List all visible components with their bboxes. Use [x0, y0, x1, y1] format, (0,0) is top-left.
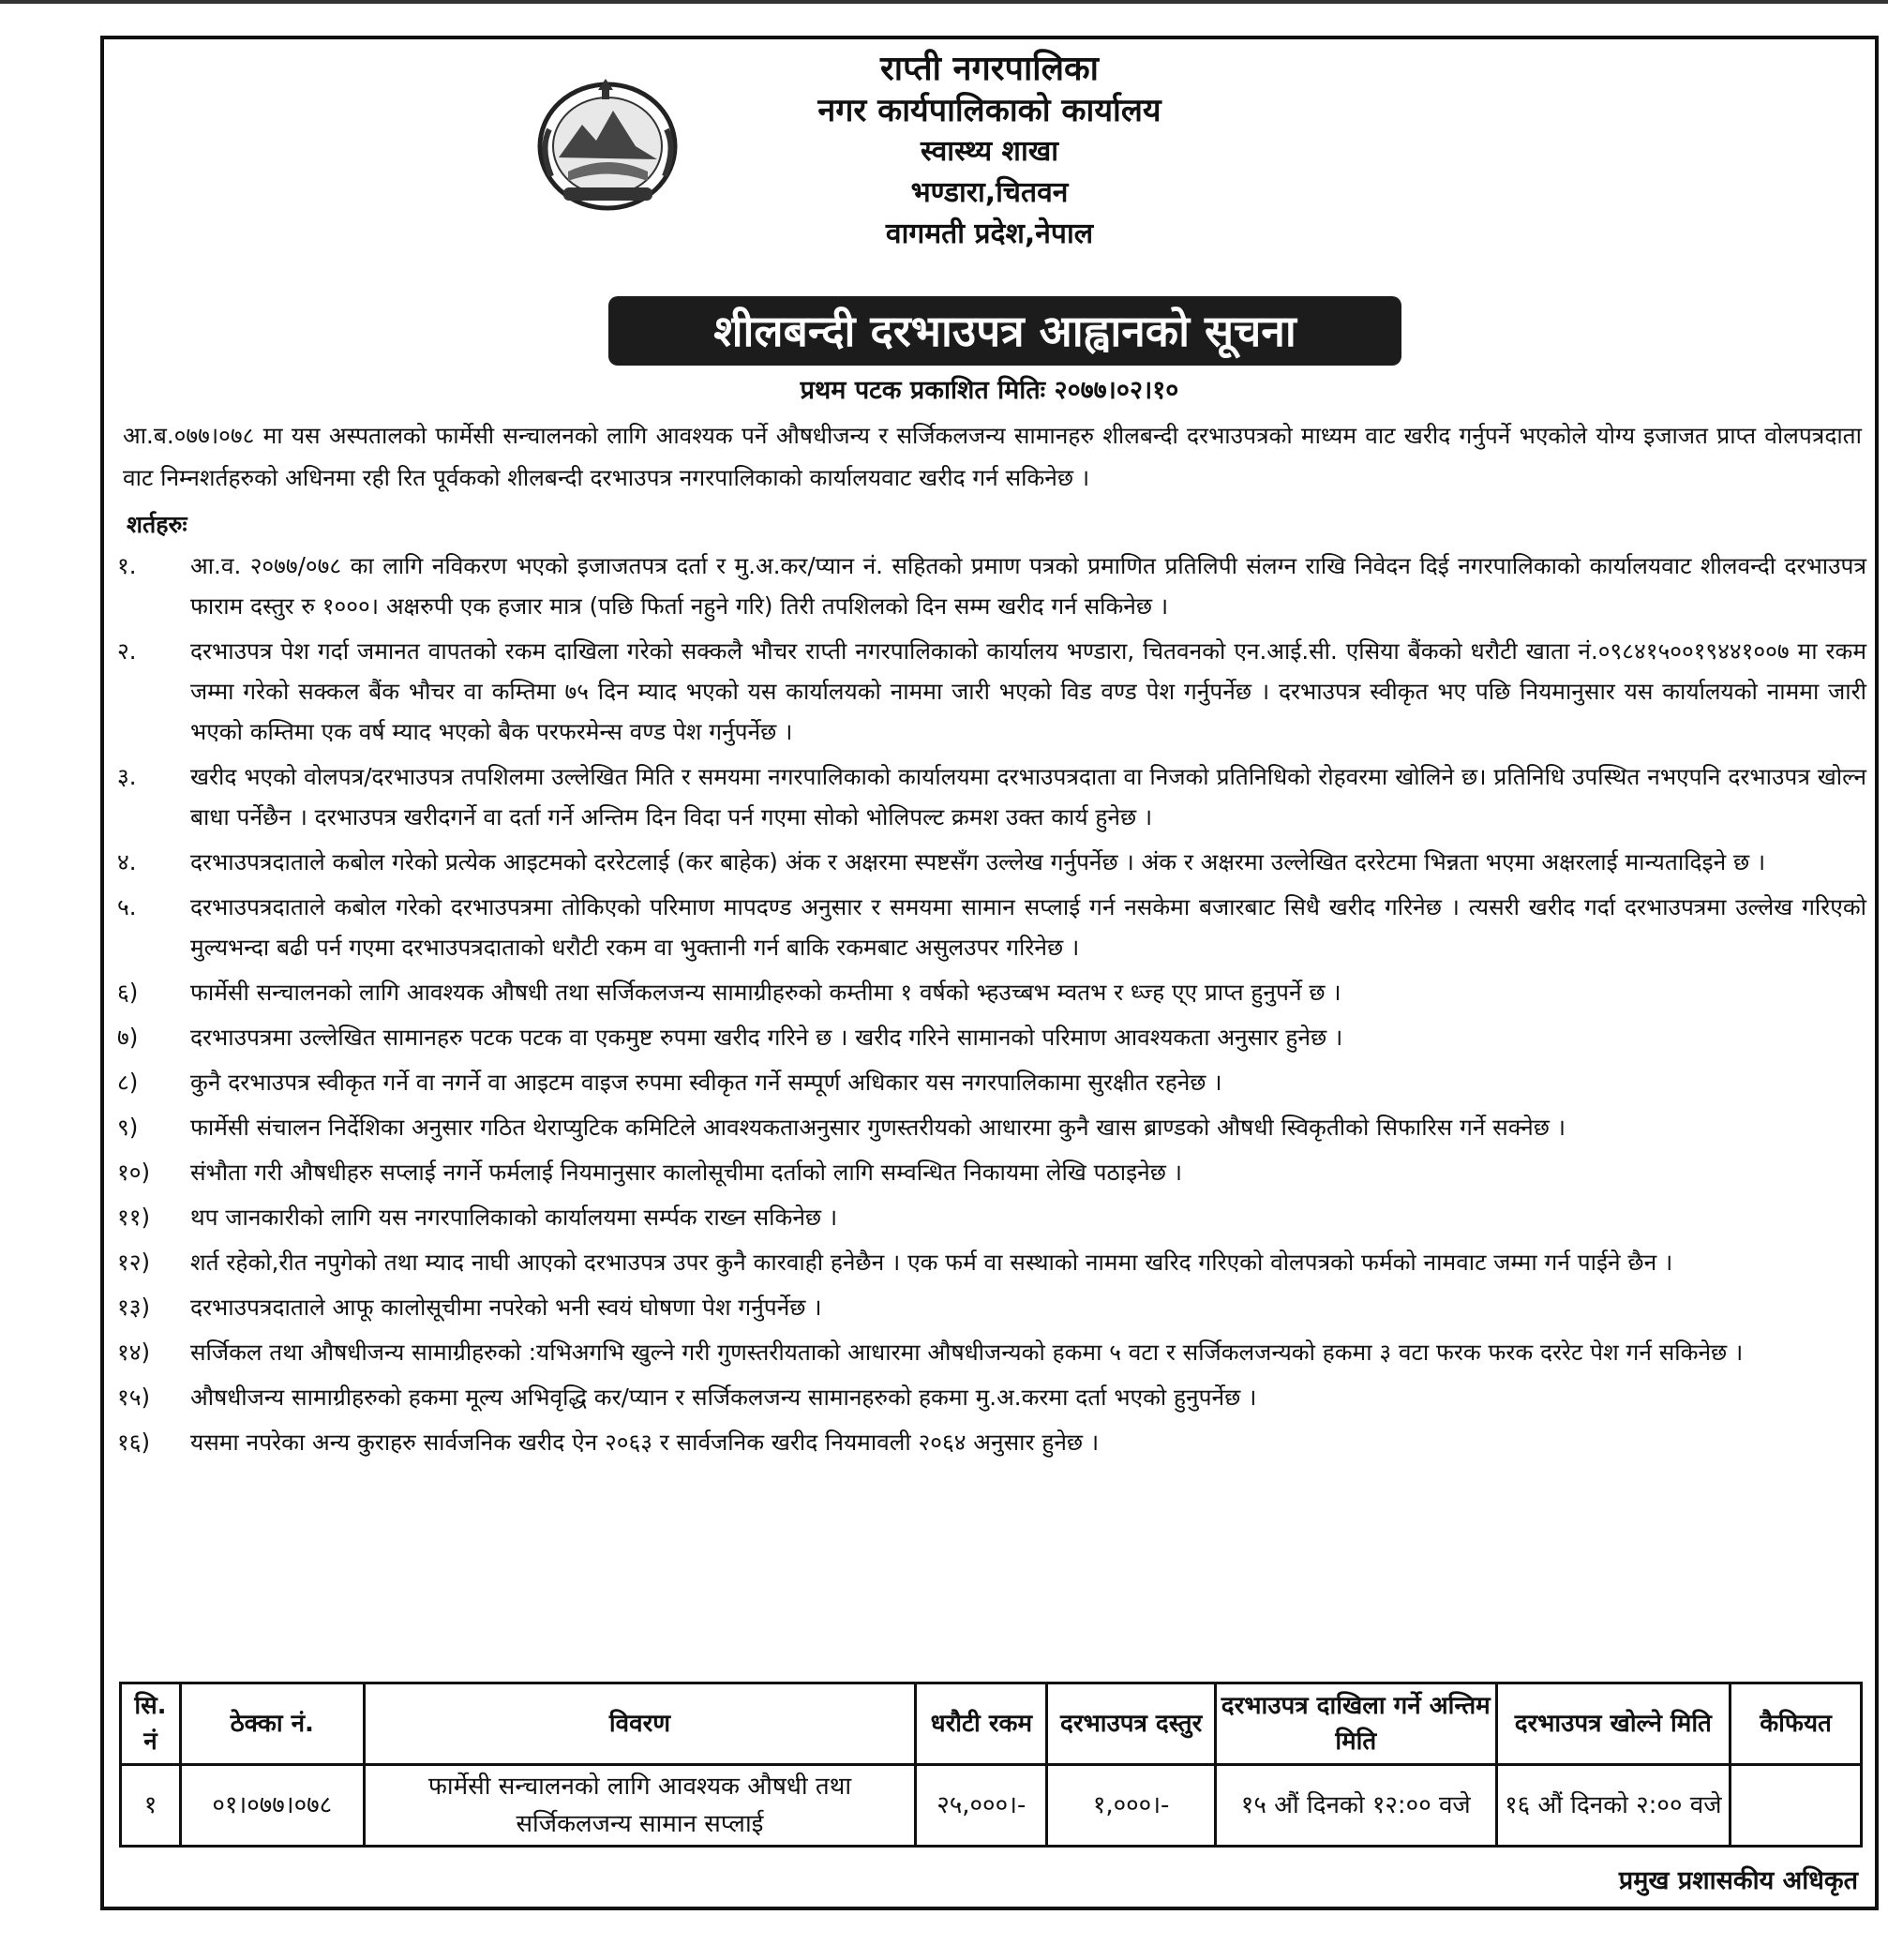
municipality-name: राप्ती नगरपालिका: [880, 50, 1099, 88]
condition-text: आ.व. २०७७/०७८ का लागि नविकरण भएको इजाजतपत्र दर्ता र मु.अ.कर/प्यान नं. सहितको प्रमाण पत्रको प्रमाणित प्रतिलिपी संलग्न राखि निवेदन दिई नगरपालिकाको कार्यालयवाट शीलवन्दी दरभाउपत्र फाराम दस्तुर रु १०००। अक्षरुपी एक हजार मात्र (पछि फिर्ता नहुने गरि) तिरी तपशिलको दिन सम्म खरीद गर्न सकिनेछ ।: [190, 552, 1866, 620]
condition-text: कुनै दरभाउपत्र स्वीकृत गर्ने वा नगर्ने वा आइटम वाइज रुपमा स्वीकृत गर्ने सम्पूर्ण अधिकार यस नगरपालिकामा सुरक्षीत रहनेछ ।: [190, 1069, 1222, 1096]
table-header-row: [121, 1683, 1862, 1765]
col-header-opening-date: दरभाउपत्र खोल्ने मिति: [1496, 1683, 1731, 1765]
condition-text: दरभाउपत्रदाताले कबोल गरेको दरभाउपत्रमा तोकिएको परिमाण मापदण्ड अनुसार र समयमा सामान सप्लाई गर्न नसकेमा बजारबाट सिधै खरीद गरिनेछ । त्यसरी खरीद गर्दा दरभाउपत्रमा उल्लेख गरिएको मुल्यभन्दा बढी पर्न गएमा दरभाउपत्रदाताको धरौटी रकम वा भुक्तानी गर्न बाकि रकमबाट असुलउपर गरिनेछ ।: [190, 893, 1866, 961]
cell-fee: १,०००।-: [1047, 1765, 1216, 1847]
condition-number: २.: [117, 637, 137, 665]
cell-sn: १: [121, 1765, 181, 1847]
col-header-description: विवरण: [364, 1683, 916, 1765]
condition-number: १०): [117, 1159, 151, 1186]
condition-item: [117, 1377, 1866, 1417]
condition-item: [117, 1152, 1866, 1192]
cell-contract-no: ०१।०७७।०७८: [180, 1765, 364, 1847]
condition-text: दरभाउपत्रमा उल्लेखित सामानहरु पटक पटक वा एकमुष्ट रुपमा खरीद गरिने छ । खरीद गरिने सामानको परिमाण आवश्यकता अनुसार हुनेछ ।: [190, 1024, 1343, 1051]
tender-table: [119, 1682, 1863, 1848]
condition-item: [117, 842, 1866, 882]
col-header-sn: सि. नं: [121, 1683, 181, 1765]
condition-number: ९): [117, 1114, 139, 1141]
office-address: भण्डारा,चितवन: [910, 176, 1069, 209]
condition-item: [117, 1107, 1866, 1147]
cell-description: फार्मेसी सन्चालनको लागि आवश्यक औषधी तथा सर्जिकलजन्य सामान सप्लाई: [364, 1765, 916, 1847]
office-name: नगर कार्यपालिकाको कार्यालय: [817, 92, 1161, 129]
condition-text: खरीद भएको वोलपत्र/दरभाउपत्र तपशिलमा उल्लेखित मिति र समयमा नगरपालिकाको कार्यालयमा दरभाउपत्रदाता वा निजको प्रतिनिधिको रोहवरमा खोलिने छ। प्रतिनिधि उपस्थित नभएपनि दरभाउपत्र खोल्न बाधा पर्नेछैन । दरभाउपत्र खरीदगर्ने वा दर्ता गर्ने अन्तिम दिन विदा पर्न गएमा सोको भोलिपल्ट क्रमश उक्त कार्य हुनेछ ।: [190, 763, 1866, 830]
condition-text: औषधीजन्य सामाग्रीहरुको हकमा मूल्य अभिवृद्धि कर/प्यान र सर्जिकलजन्य सामानहरुको हकमा मु.अ.करमा दर्ता भएको हुनुपर्नेछ ।: [190, 1384, 1257, 1411]
conditions-heading: शर्तहरुः: [127, 511, 187, 538]
office-header: [104, 49, 1875, 255]
cell-submission-date: १५ औं दिनको १२:०० वजे: [1216, 1765, 1496, 1847]
condition-item: [117, 972, 1866, 1012]
col-header-contract-no: ठेक्का नं.: [180, 1683, 364, 1765]
condition-number: १.: [117, 552, 137, 579]
cell-deposit: २५,०००।-: [916, 1765, 1047, 1847]
condition-item: [117, 546, 1866, 626]
col-header-deposit: धरौटी रकम: [916, 1683, 1047, 1765]
condition-text: दरभाउपत्र पेश गर्दा जमानत वापतको रकम दाखिला गरेको सक्कलै भौचर राप्ती नगरपालिकाको कार्यालय भण्डारा, चितवनको एन.आई.सी. एसिया बैंकको धरौटी खाता नं.०९८४१५००१९४४१००७ मा रकम जम्मा गरेको सक्कल बैंक भौचर वा कम्तिमा ७५ दिन म्याद भएको यस कार्यालयको नाममा जारी भएको विड वण्ड पेश गर्नुपर्नेछ । दरभाउपत्र स्वीकृत भए पछि नियमानुसार यस कार्यालयको नाममा जारी भएको कम्तिमा एक वर्ष म्याद भएको बैक परफरमेन्स वण्ड पेश गर्नुपर्नेछ ।: [190, 637, 1867, 745]
condition-number: ६): [117, 979, 139, 1006]
condition-number: ७): [117, 1024, 139, 1051]
condition-text: फार्मेसी सन्चालनको लागि आवश्यक औषधी तथा सर्जिकलजन्य सामाग्रीहरुको कम्तीमा १ वर्षको भ्हउच्बभ म्वतभ र ध्ज्ह ए्ए प्राप्त हुनुपर्ने छ ।: [190, 979, 1341, 1006]
publication-date: प्रथम पटक प्रकाशित मितिः २०७७।०२।१०: [800, 376, 1179, 405]
condition-text: यसमा नपरेका अन्य कुराहरु सार्वजनिक खरीद ऐन २०६३ र सार्वजनिक खरीद नियमावली २०६४ अनुसार हुनेछ ।: [190, 1429, 1100, 1456]
notice-frame: [100, 36, 1879, 1910]
condition-number: १२): [117, 1249, 151, 1276]
condition-number: ११): [117, 1204, 151, 1231]
condition-text: थप जानकारीको लागि यस नगरपालिकाको कार्यालयमा सर्म्पक राख्न सकिनेछ ।: [190, 1204, 838, 1231]
condition-item: [117, 756, 1866, 837]
condition-number: १४): [117, 1339, 151, 1366]
condition-text: संभौता गरी औषधीहरु सप्लाई नगर्ने फर्मलाई नियमानुसार कालोसूचीमा दर्ताको लागि सम्वन्धित निकायमा लेखि पठाइनेछ ।: [190, 1159, 1183, 1186]
condition-number: ४.: [117, 848, 137, 875]
condition-item: [117, 1017, 1866, 1057]
condition-number: १५): [117, 1384, 151, 1411]
condition-number: ३.: [117, 763, 137, 790]
notice-title: शीलबन्दी दरभाउपत्र आह्वानको सूचना: [608, 296, 1401, 366]
condition-item: [117, 1287, 1866, 1327]
condition-text: सर्जिकल तथा औषधीजन्य सामाग्रीहरुको :यभिअगभि खुल्ने गरी गुणस्तरीयताको आधारमा औषधीजन्यको हकमा ५ वटा र सर्जिकलजन्यको हकमा ३ वटा फरक फरक दररेट पेश गर्न सकिनेछ ।: [190, 1339, 1744, 1366]
signature-title: प्रमुख प्रशासकीय अधिकृत: [1618, 1866, 1858, 1895]
condition-text: फार्मेसी संचालन निर्देशिका अनुसार गठित थेराप्युटिक कमिटिले आवश्यकताअनुसार गुणस्तरीयको आधारमा कुनै खास ब्राण्डको औषधी स्विकृतीको सिफारिस गर्ने सक्नेछ ।: [190, 1114, 1566, 1141]
province-name: वागमती प्रदेश,नेपाल: [885, 217, 1094, 250]
table-row: [121, 1765, 1862, 1847]
intro-paragraph: आ.ब.०७७।०७८ मा यस अस्पतालको फार्मेसी सन्चालनको लागि आवश्यक पर्ने औषधीजन्य र सर्जिकलजन्य सामानहरु शीलबन्दी दरभाउपत्रको माध्यम वाट खरीद गर्नुपर्ने भएकोले योग्य इजाजत प्राप्त वोलपत्रदाता वाट निम्नशर्तहरुको अधिनमा रही रित पूर्वकको शीलबन्दी दरभाउपत्र नगरपालिकाको कार्यालयवाट खरीद गर्न सकिनेछ ।: [123, 422, 1862, 491]
cell-opening-date: १६ औं दिनको २:०० वजे: [1496, 1765, 1731, 1847]
condition-item: [117, 631, 1866, 752]
condition-number: १३): [117, 1294, 151, 1321]
condition-item: [117, 1062, 1866, 1102]
section-name: स्वास्थ्य शाखा: [920, 135, 1059, 168]
condition-number: १६): [117, 1429, 151, 1456]
condition-text: दरभाउपत्रदाताले कबोल गरेको प्रत्येक आइटमको दररेटलाई (कर बाहेक) अंक र अक्षरमा स्पष्टसँग उल्लेख गर्नुपर्नेछ । अंक र अक्षरमा उल्लेखित दररेटमा भिन्नता भएमा अक्षरलाई मान्यतादिइने छ ।: [190, 848, 1766, 875]
top-rule: [0, 0, 1888, 4]
col-header-submission-date: दरभाउपत्र दाखिला गर्ने अन्तिम मिति: [1216, 1683, 1496, 1765]
cell-remarks: [1731, 1765, 1862, 1847]
condition-item: [117, 1332, 1866, 1372]
condition-text: शर्त रहेको,रीत नपुगेको तथा म्याद नाघी आएको दरभाउपत्र उपर कुनै कारवाही हनेछैन । एक फर्म वा सस्थाको नाममा खरिद गरिएको वोलपत्रको फर्मको नामवाट जम्मा गर्न पाईने छैन ।: [190, 1249, 1673, 1276]
col-header-fee: दरभाउपत्र दस्तुर: [1047, 1683, 1216, 1765]
col-header-remarks: कैफियत: [1731, 1683, 1862, 1765]
conditions-list: [117, 546, 1866, 1467]
condition-text: दरभाउपत्रदाताले आफू कालोसूचीमा नपरेको भनी स्वयं घोषणा पेश गर्नुपर्नेछ ।: [190, 1294, 822, 1321]
condition-item: [117, 1242, 1866, 1282]
condition-item: [117, 1422, 1866, 1462]
condition-number: ५.: [117, 893, 137, 920]
condition-number: ८): [117, 1069, 139, 1096]
condition-item: [117, 887, 1866, 967]
condition-item: [117, 1197, 1866, 1237]
